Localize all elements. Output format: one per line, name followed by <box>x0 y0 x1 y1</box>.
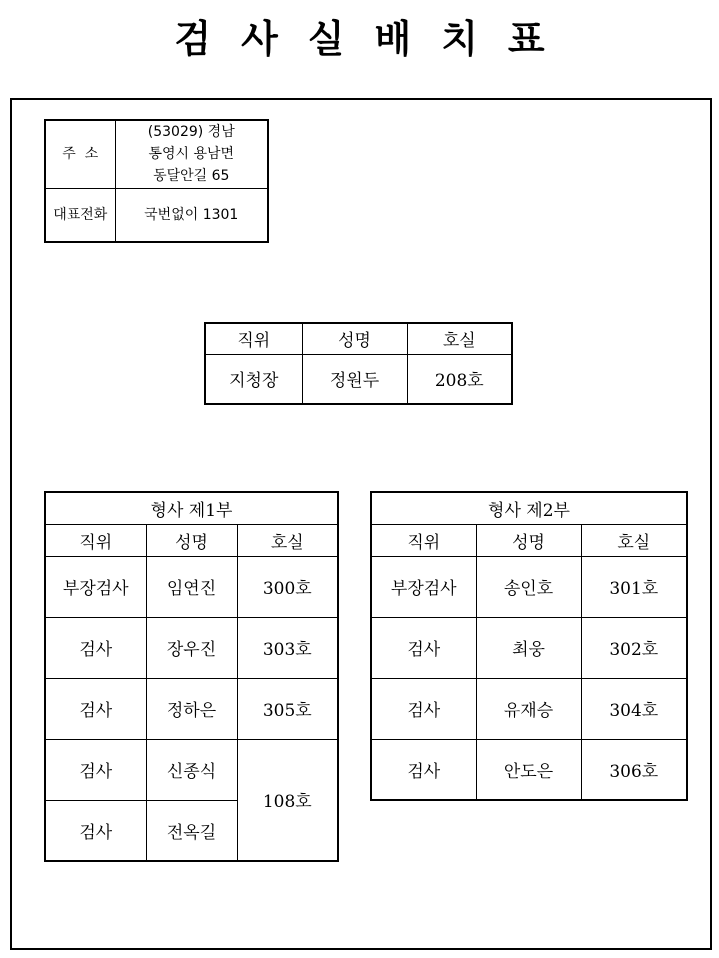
name-cell: 신종식 <box>146 739 237 800</box>
room-cell: 300호 <box>237 556 338 617</box>
table-row <box>371 678 687 739</box>
address-line: (53029) 경남 <box>147 124 235 141</box>
table-row <box>371 556 687 617</box>
position-cell: 부장검사 <box>371 556 476 617</box>
name-cell: 유재승 <box>476 678 581 739</box>
name-cell: 장우진 <box>146 617 237 678</box>
position-cell: 검사 <box>45 800 146 861</box>
name-cell: 송인호 <box>476 556 581 617</box>
room-cell: 301호 <box>581 556 687 617</box>
position-cell: 검사 <box>45 617 146 678</box>
position-cell: 부장검사 <box>45 556 146 617</box>
header-name: 성명 <box>476 524 581 556</box>
chief-name: 정원두 <box>302 354 407 404</box>
header-room: 호실 <box>407 323 512 354</box>
table-row <box>371 739 687 800</box>
chief-position: 지청장 <box>205 354 302 404</box>
table-row <box>45 739 338 800</box>
room-cell: 305호 <box>237 678 338 739</box>
room-cell: 302호 <box>581 617 687 678</box>
page-title: 검사실배치표 <box>174 17 575 61</box>
header-position: 직위 <box>205 323 302 354</box>
phone-value: 국번없이 1301 <box>115 188 268 242</box>
position-cell: 검사 <box>45 739 146 800</box>
room-cell: 304호 <box>581 678 687 739</box>
division1-title: 형사 제1부 <box>45 492 338 524</box>
address-line: 동달안길 65 <box>153 168 230 185</box>
chief-table <box>204 322 513 405</box>
table-row <box>45 556 338 617</box>
address-label: 주 소 <box>45 120 115 188</box>
chief-room: 208호 <box>407 354 512 404</box>
name-cell: 최웅 <box>476 617 581 678</box>
table-row <box>45 678 338 739</box>
room-cell-merged: 108호 <box>237 739 338 861</box>
room-cell: 306호 <box>581 739 687 800</box>
position-cell: 검사 <box>45 678 146 739</box>
header-room: 호실 <box>237 524 338 556</box>
position-cell: 검사 <box>371 617 476 678</box>
table-row <box>45 617 338 678</box>
division2-title: 형사 제2부 <box>371 492 687 524</box>
position-cell: 검사 <box>371 678 476 739</box>
address-box <box>44 119 269 243</box>
address-line: 통영시 용남면 <box>148 146 235 163</box>
division2-table <box>370 491 688 801</box>
name-cell: 임연진 <box>146 556 237 617</box>
address-value <box>115 120 268 188</box>
table-row <box>371 617 687 678</box>
header-name: 성명 <box>302 323 407 354</box>
phone-label: 대표전화 <box>45 188 115 242</box>
position-cell: 검사 <box>371 739 476 800</box>
header-name: 성명 <box>146 524 237 556</box>
header-position: 직위 <box>45 524 146 556</box>
division1-table <box>44 491 339 862</box>
name-cell: 안도은 <box>476 739 581 800</box>
name-cell: 정하은 <box>146 678 237 739</box>
room-cell: 303호 <box>237 617 338 678</box>
header-room: 호실 <box>581 524 687 556</box>
name-cell: 전옥길 <box>146 800 237 861</box>
header-position: 직위 <box>371 524 476 556</box>
